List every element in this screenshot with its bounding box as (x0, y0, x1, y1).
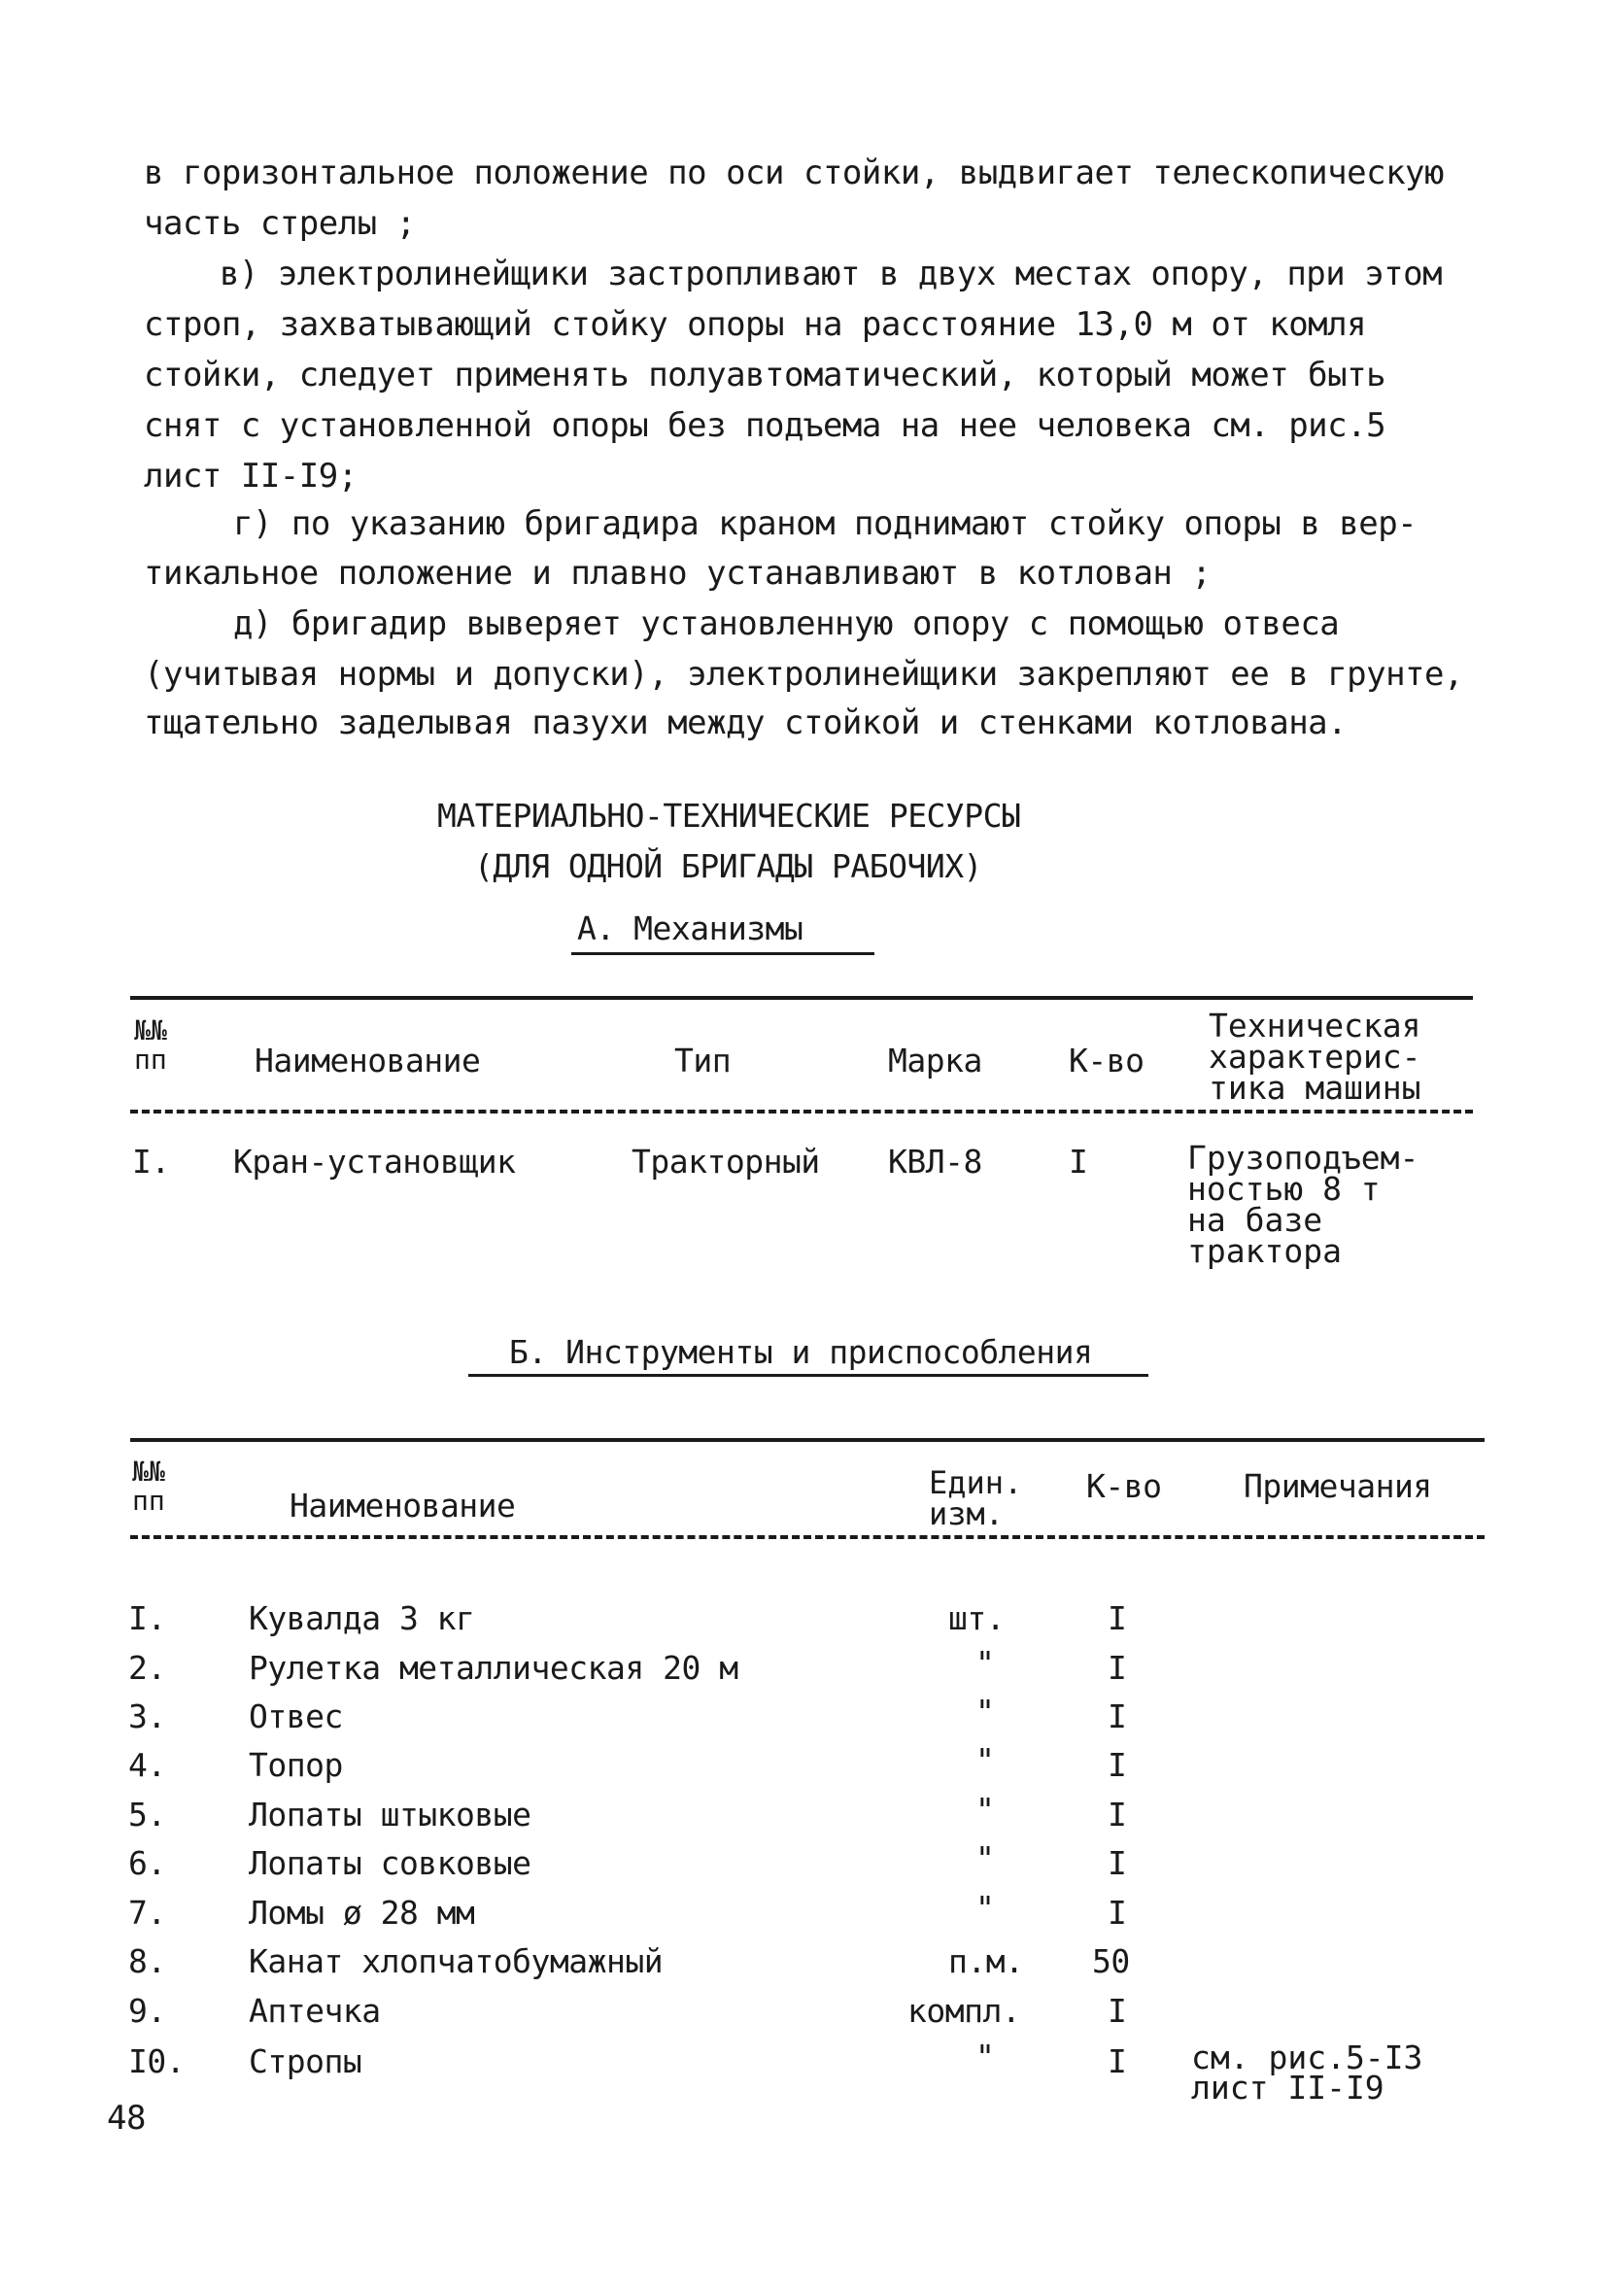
intro-line: строп, захватывающий стойку опоры на расстояние 13,0 м от комля (144, 305, 1367, 344)
intro-line: в) электролинейщики застропливают в двух местах опору, при этом (220, 255, 1443, 293)
table-b-row-unit: " (975, 1839, 995, 1877)
table-a-row-num: I. (132, 1143, 170, 1181)
intro-line: тщательно заделывая пазухи между стойкой и стенками котлована. (144, 703, 1348, 742)
table-b-row-qty: I (1108, 1894, 1127, 1932)
intro-line: тикальное положение и плавно устанавливают в котлован ; (144, 554, 1212, 593)
table-a-header-brand: Марка (888, 1042, 982, 1079)
table-b-row-name: Рулетка металлическая 20 м (249, 1649, 738, 1687)
section-a-title: А. Механизмы (577, 909, 803, 947)
table-a-row-type: Тракторный (632, 1143, 820, 1181)
table-b-row-name: Отвес (249, 1697, 343, 1735)
table-a-header-qty: К-во (1069, 1042, 1145, 1079)
table-b-row-unit: " (975, 1693, 995, 1731)
intro-line: снят с установленной опоры без подъема на нее человека см. рис.5 (144, 406, 1386, 445)
table-b-row-qty: I (1108, 1992, 1127, 2030)
intro-line: д) бригадир выверяет установленную опору с помощью отвеса (233, 604, 1340, 643)
table-b-row-qty: 50 (1092, 1942, 1130, 1980)
table-b-row-qty: I (1108, 1649, 1127, 1687)
section-a-underline (571, 952, 874, 955)
table-b-row-num: 2. (128, 1649, 166, 1687)
table-a-header-type: Тип (674, 1042, 732, 1079)
table-b-row-name: Аптечка (249, 1992, 381, 2030)
table-b-row-name: Канат хлопчатобумажный (249, 1942, 664, 1980)
table-a-row-qty: I (1069, 1143, 1088, 1181)
table-b-row-unit: " (975, 2038, 995, 2075)
table-b-row-name: Лопаты совковые (249, 1844, 531, 1882)
table-a-header-rule (130, 1110, 1473, 1114)
table-b-header-note: Примечания (1244, 1467, 1432, 1505)
table-b-top-rule (130, 1438, 1485, 1442)
table-b-row-num: 6. (128, 1844, 166, 1882)
table-a-header-num: №№ пп (134, 1014, 167, 1076)
table-b-row-num: 4. (128, 1746, 166, 1784)
table-b-row-num: 7. (128, 1894, 166, 1932)
table-b-row-name: Ломы ø 28 мм (249, 1894, 475, 1932)
table-b-row-qty: I (1108, 1697, 1127, 1735)
table-b-row-qty: I (1108, 2042, 1127, 2080)
section-b-title: Б. Инструменты и приспособления (509, 1333, 1093, 1371)
table-b-row-qty: I (1108, 1844, 1127, 1882)
table-b-row-unit: " (975, 1644, 995, 1682)
table-b-row-num: I0. (128, 2042, 186, 2080)
table-a-row-name: Кран-установщик (233, 1143, 516, 1181)
intro-line: г) по указанию бригадира краном поднимают стойку опоры в вер- (233, 504, 1418, 543)
table-b-row-num: 3. (128, 1697, 166, 1735)
intro-line: часть стрелы ; (144, 204, 416, 243)
table-b-row-unit: " (975, 1791, 995, 1829)
table-b-header-unit: Един. изм. (929, 1464, 1023, 1532)
resources-subtitle: (ДЛЯ ОДНОЙ БРИГАДЫ РАБОЧИХ) (474, 847, 982, 885)
table-b-header-name: Наименование (290, 1487, 516, 1525)
table-b-row-name: Лопаты штыковые (249, 1796, 531, 1833)
table-b-row-unit: компл. (907, 1992, 1021, 2030)
intro-line: в горизонтальное положение по оси стойки, выдвигает телескопическую (144, 154, 1444, 192)
table-b-row-name: Топор (249, 1746, 343, 1784)
table-b-header-rule (130, 1535, 1485, 1539)
table-b-row-name: Кувалда 3 кг (249, 1599, 475, 1637)
table-b-row-qty: I (1108, 1796, 1127, 1833)
page-number: 48 (107, 2099, 146, 2138)
intro-line: стойки, следует применять полуавтоматический, который может быть (144, 356, 1386, 394)
table-b-row-unit: шт. (948, 1599, 1006, 1637)
table-b-row-qty: I (1108, 1746, 1127, 1784)
table-a-header-name: Наименование (255, 1042, 481, 1079)
intro-line: лист II-I9; (144, 457, 358, 496)
table-a-header-spec: Техническая характерис- тика машины (1209, 1007, 1421, 1107)
table-b-header-num: №№ пп (132, 1456, 165, 1517)
table-b-row-name: Стропы (249, 2042, 362, 2080)
table-b-row-unit: п.м. (948, 1942, 1024, 1980)
table-a-row-spec: Грузоподъем- ностью 8 т на базе трактора (1187, 1139, 1419, 1270)
table-b-row-num: 5. (128, 1796, 166, 1833)
table-b-row-note: см. рис.5-I3 лист II-I9 (1191, 2039, 1423, 2107)
table-a-top-rule (130, 996, 1473, 1000)
section-b-underline (468, 1374, 1148, 1377)
table-b-row-num: I. (128, 1599, 166, 1637)
table-b-row-unit: " (975, 1889, 995, 1927)
table-b-row-unit: " (975, 1741, 995, 1779)
table-b-row-qty: I (1108, 1599, 1127, 1637)
resources-title: МАТЕРИАЛЬНО-ТЕХНИЧЕСКИЕ РЕСУРСЫ (437, 797, 1021, 835)
intro-line: (учитывая нормы и допуски), электролинейщики закрепляют ее в грунте, (144, 655, 1463, 694)
table-b-row-num: 9. (128, 1992, 166, 2030)
table-b-header-qty: К-во (1086, 1467, 1162, 1505)
table-a-row-brand: КВЛ-8 (888, 1143, 982, 1181)
table-b-row-num: 8. (128, 1942, 166, 1980)
